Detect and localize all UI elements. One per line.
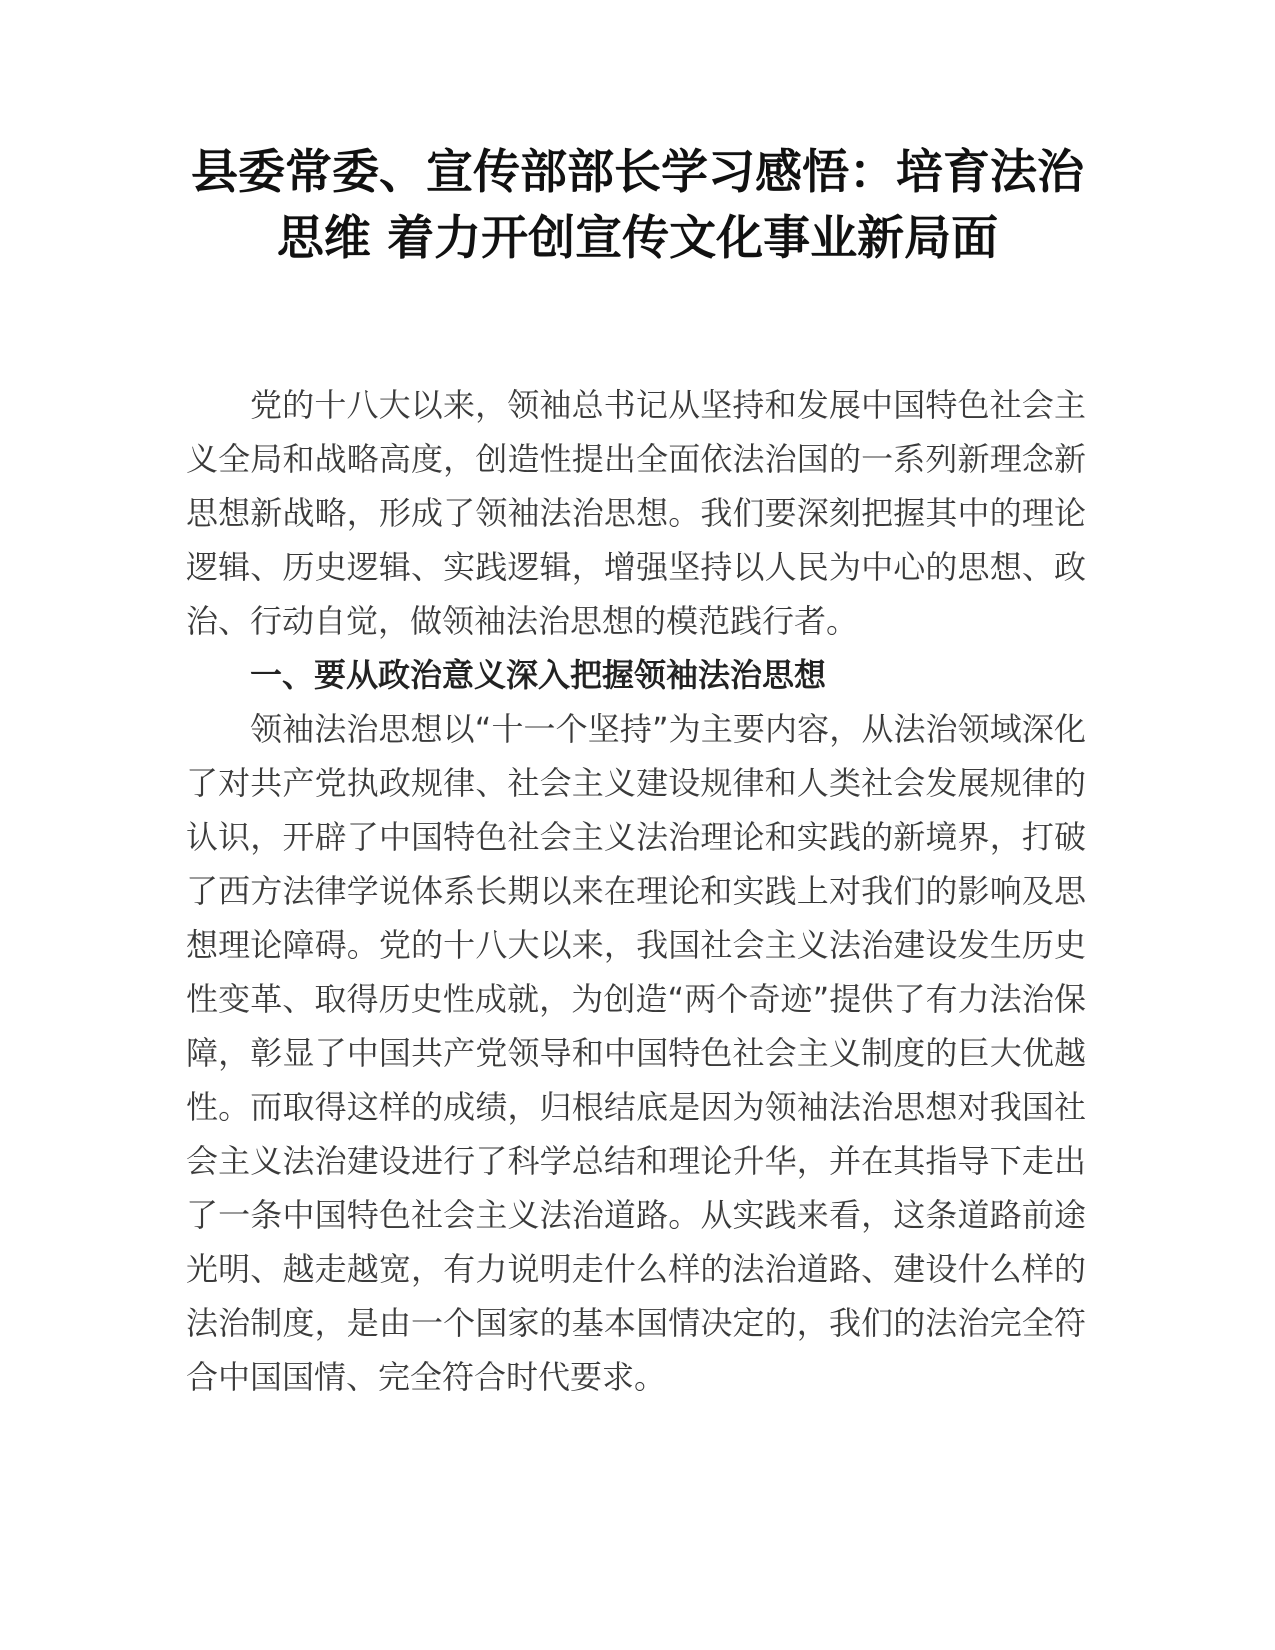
document-title <box>160 140 1115 272</box>
title-line-1: 县委常委、宣传部部长学习感悟：培育法治 <box>191 145 1084 200</box>
section-heading-1: 一、要从政治意义深入把握领袖法治思想 <box>250 656 827 694</box>
paragraph-section-1: 领袖法治思想以“十一个坚持”为主要内容，从法治领域深化了对共产党执政规律、社会主义建设规律和人类社会发展规律的认识，开辟了中国特色社会主义法治理论和实践的新境界，打破了西方法律学说体系长期以来在理论和实践上对我们的影响及思想理论障碍。党的十八大以来，我国社会主义法治建设发生历史性变革、取得历史性成就，为创造“两个奇迹”提供了有力法治保障，彰显了中国共产党领导和中国特色社会主义制度的巨大优越性。而取得这样的成绩，归根结底是因为领袖法治思想对我国社会主义法治建设进行了科学总结和理论升华，并在其指导下走出了一条中国特色社会主义法治道路。从实践来看，这条道路前途光明、越走越宽，有力说明走什么样的法治道路、建设什么样的法治制度，是由一个国家的基本国情决定的，我们的法治完全符合中国国情、完全符合时代要求。 <box>186 710 1086 1396</box>
title-line-2: 思维 着力开创宣传文化事业新局面 <box>276 211 999 266</box>
paragraph-intro: 党的十八大以来，领袖总书记从坚持和发展中国特色社会主义全局和战略高度，创造性提出全面依法治国的一系列新理念新思想新战略，形成了领袖法治思想。我们要深刻把握其中的理论逻辑、历史逻辑、实践逻辑，增强坚持以人民为中心的思想、政治、行动自觉，做领袖法治思想的模范践行者。 <box>186 386 1086 640</box>
document-body <box>186 378 1086 1404</box>
